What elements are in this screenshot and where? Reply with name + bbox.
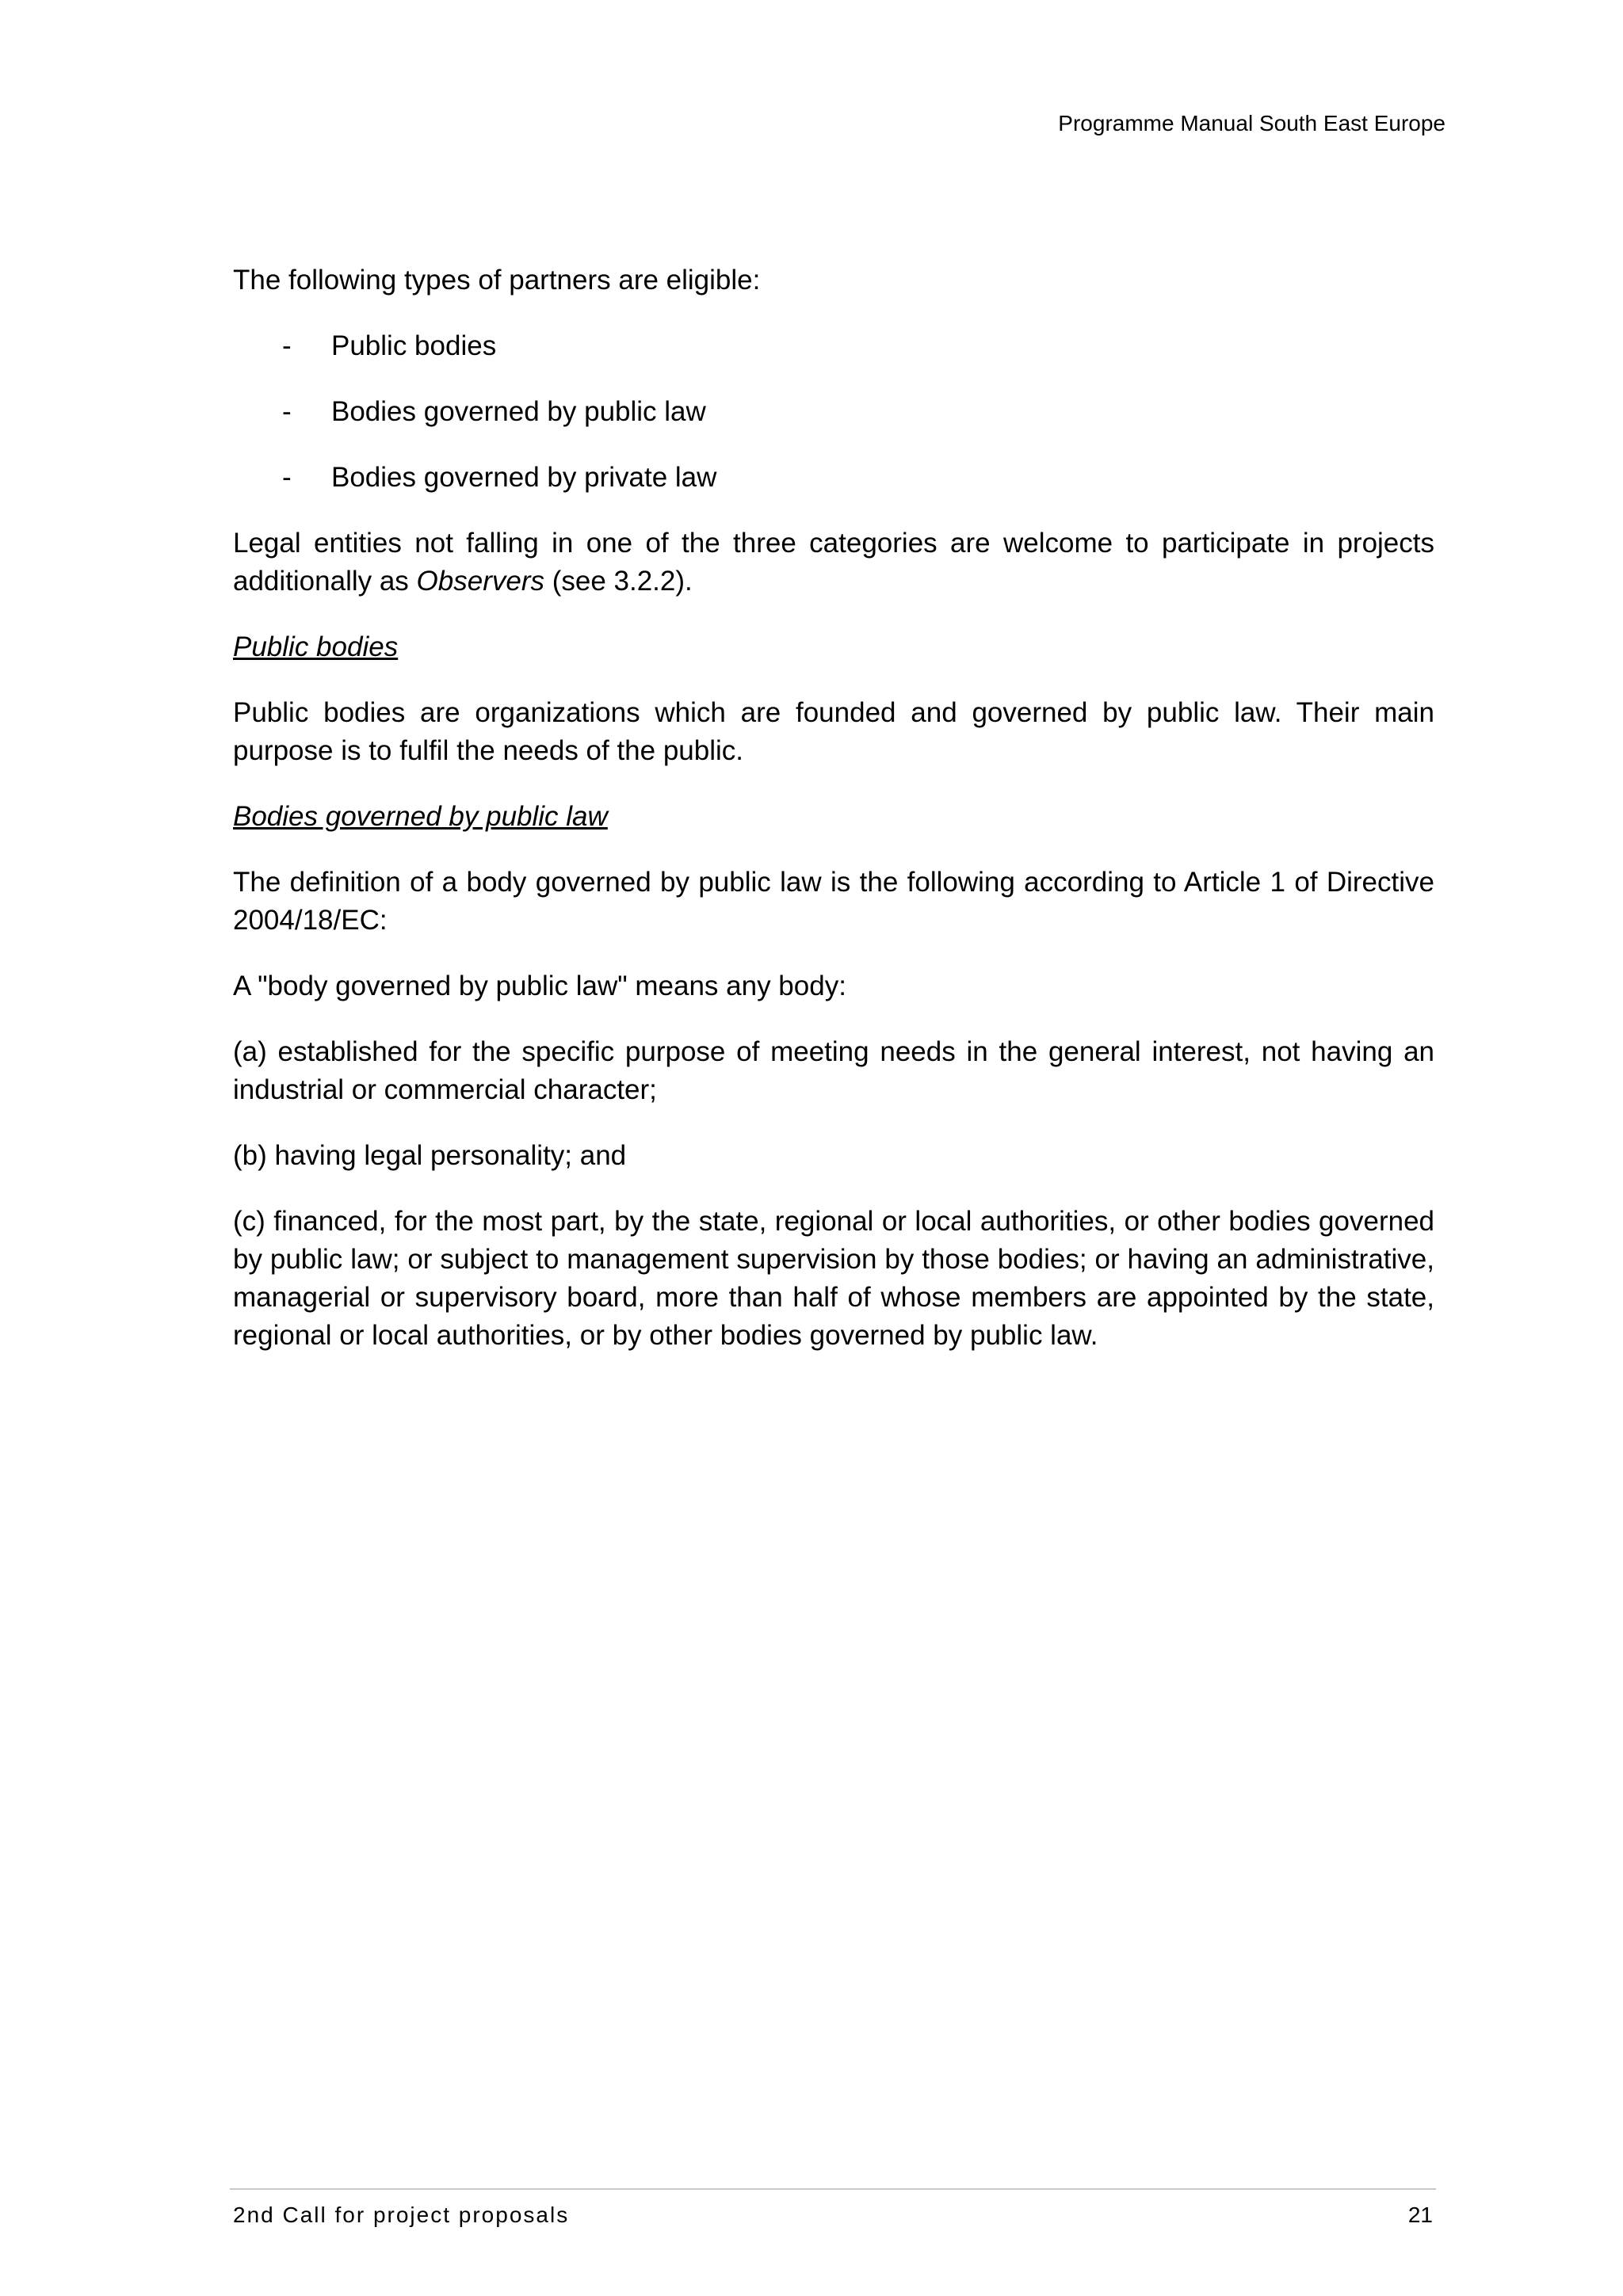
page-header: Programme Manual South East Europe: [1058, 111, 1445, 135]
definition-item-c: (c) financed, for the most part, by the state, regional or local authorities, or other bodies governed by public law; or subject to management supervision by those bodies; or having an administrative, managerial or supervisory board, more than half of whose members are appointed by the state, regional or local authorities, or by other bodies governed by public law.: [233, 1206, 1434, 1351]
page-number: 21: [1407, 2203, 1433, 2227]
definition-lead-paragraph: A "body governed by public law" means any body:: [233, 971, 846, 1001]
bullet-dash: -: [282, 396, 292, 427]
public-law-heading: Bodies governed by public law: [233, 801, 608, 832]
definition-item-b: (b) having legal personality; and: [233, 1140, 627, 1171]
document-body: [233, 261, 1434, 1383]
footer-title: 2nd Call for project proposals: [233, 2203, 570, 2227]
bullet-dash: -: [282, 330, 292, 361]
list-item-text: Bodies governed by public law: [331, 396, 706, 427]
page-footer: [230, 2188, 1436, 2229]
intro-paragraph: The following types of partners are eligible:: [233, 265, 761, 296]
list-item-text: Public bodies: [331, 330, 497, 361]
definition-item-a: (a) established for the specific purpose of meeting needs in the general interest, not having an industrial or commercial character;: [233, 1036, 1434, 1105]
observers-text-start: Legal entities not falling in one of the three categories are welcome to participate in projects additionally as: [233, 528, 1434, 597]
bullet-dash: -: [282, 462, 292, 493]
observers-term: Observers: [416, 566, 544, 597]
list-item: [233, 393, 1434, 431]
public-bodies-heading: Public bodies: [233, 631, 399, 662]
list-item: [233, 327, 1434, 365]
definition-intro-paragraph: The definition of a body governed by public law is the following according to Article 1 of Directive 2004/18/EC:: [233, 867, 1434, 936]
observers-paragraph: [233, 524, 1434, 601]
observers-text-end: (see 3.2.2).: [544, 566, 693, 597]
partner-types-list: [233, 327, 1434, 497]
list-item: [233, 459, 1434, 497]
public-bodies-paragraph: Public bodies are organizations which are founded and governed by public law. Their main purpose is to fulfil the needs of the public.: [233, 697, 1434, 766]
list-item-text: Bodies governed by private law: [331, 462, 717, 493]
